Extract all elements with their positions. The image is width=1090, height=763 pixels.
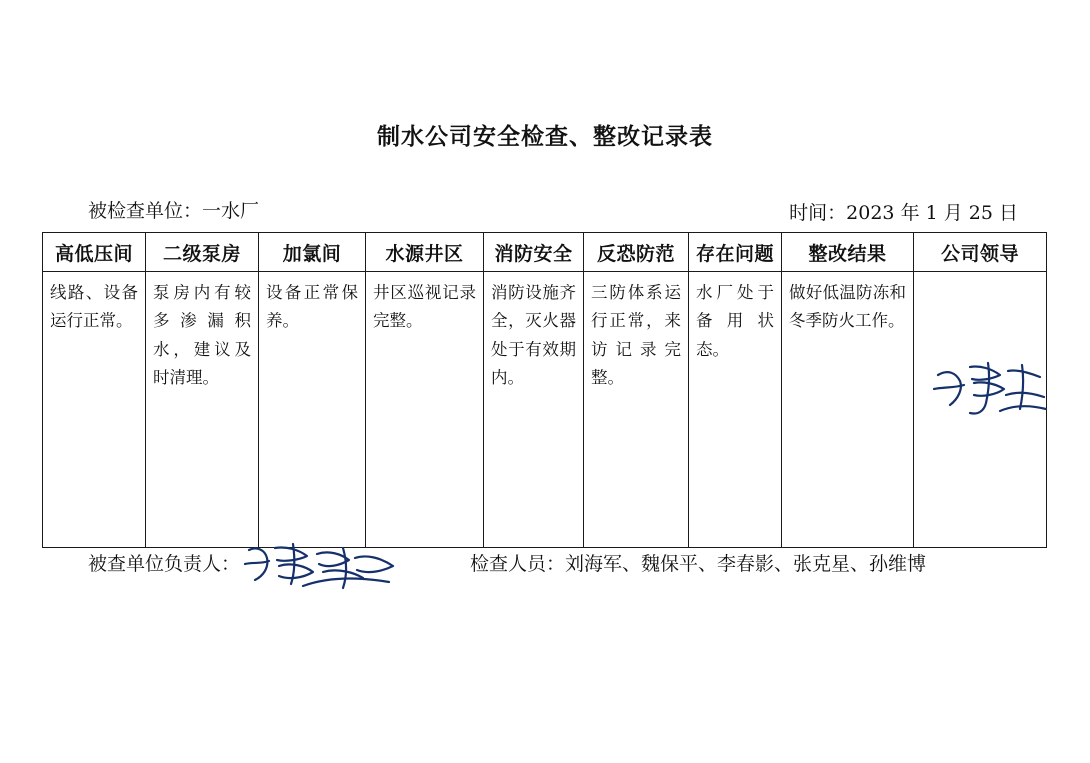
table-header-cell: 消防安全 [484,233,584,272]
inspection-date: 时间：2023 年 1 月 25 日 [789,202,1018,224]
table-row [43,272,1047,548]
table-cell-high-low-voltage-room: 线路、设备运行正常。 [43,272,146,548]
table-cell-chlorination-room: 设备正常保养。 [259,272,366,548]
table-header-cell: 存在问题 [689,233,782,272]
table-cell-company-leader [914,272,1047,548]
table-header-cell: 整改结果 [782,233,914,272]
inspection-table [42,232,1047,548]
table-header-row [43,233,1047,272]
table-header-cell: 公司领导 [914,233,1047,272]
table-cell-counter-terrorism: 三防体系运行正常，来访记录完整。 [584,272,689,548]
table-header-cell: 加氯间 [259,233,366,272]
table-header-cell: 高低压间 [43,233,146,272]
table-cell-fire-safety: 消防设施齐全，灭火器处于有效期内。 [484,272,584,548]
table-cell-water-source-well-area: 井区巡视记录完整。 [366,272,484,548]
table-header-cell: 水源井区 [366,233,484,272]
inspectors-list: 检查人员：刘海军、魏保平、李春影、张克星、孙维博 [470,553,927,575]
document-meta [88,196,1018,224]
table-cell-secondary-pump-room: 泵房内有较多渗漏积水，建议及时清理。 [146,272,259,548]
document-footer [88,549,1018,585]
unit-head-label: 被查单位负责人： [88,553,241,575]
inspected-unit: 被检查单位：一水厂 [88,200,260,222]
table-cell-existing-problems: 水厂处于备用状态。 [689,272,782,548]
table-header-cell: 二级泵房 [146,233,259,272]
page-title: 制水公司安全检查、整改记录表 [377,123,713,150]
table-cell-rectification-result: 做好低温防冻和冬季防火工作。 [782,272,914,548]
table-header-cell: 反恐防范 [584,233,689,272]
